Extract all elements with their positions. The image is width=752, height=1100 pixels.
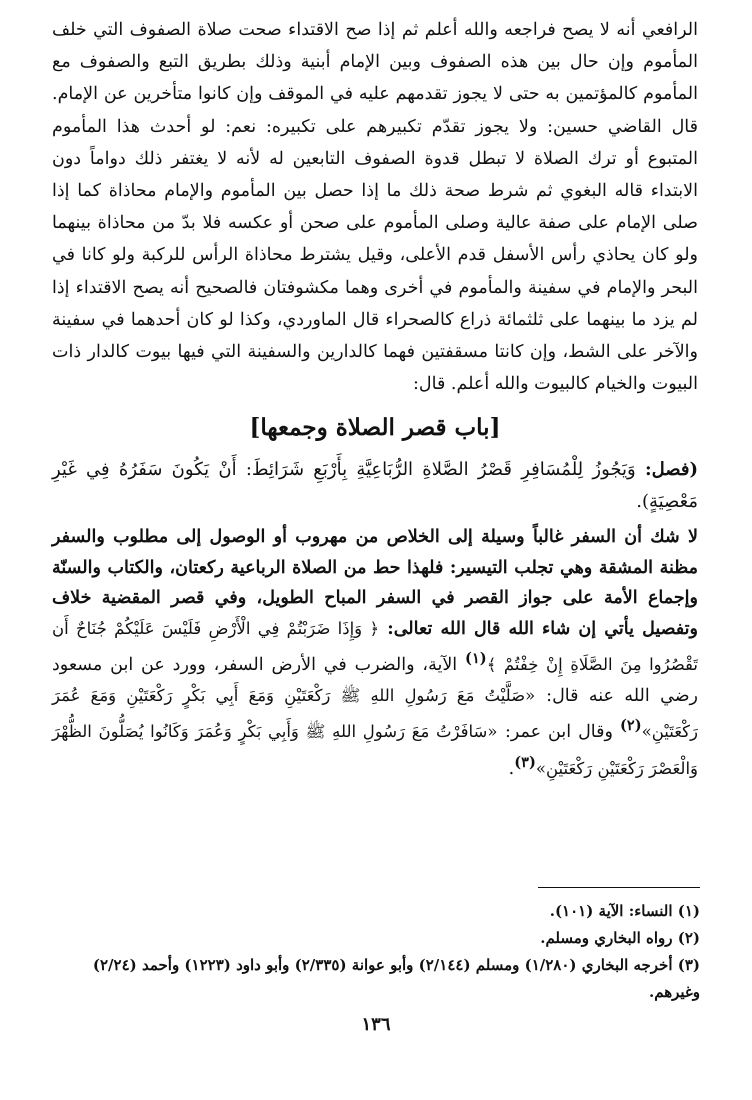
commentary-paragraph [52, 522, 698, 783]
commentary-text: لا شك أن السفر غالباً وسيلة إلى الخلاص من مهروب أو الوصول إلى مطلوب والسفر مظنة المشقة وهي تجلب التيسير: فلهذا حط من الصلاة الرباعية ركعتان، والكتاب والسنّة وإجماع الأمة على جواز القصر في السفر المباح الطويل، وفي قصر المقضية خلاف وتفصيل يأتي إن شاء الله قال الله تعالى: [52, 527, 698, 639]
footnote-ref-1: (١) [465, 650, 487, 668]
footnote-ref-2: (٢) [619, 717, 642, 735]
ibn-umar-intro: وقال ابن عمر: [504, 722, 620, 743]
matn-label: (فصل: [644, 459, 698, 481]
page-number: ١٣٦ [361, 1014, 391, 1035]
footnote-1: (١) النساء: الآية (١٠١). [549, 902, 700, 920]
footnote-ref-3: (٣) [514, 753, 536, 771]
commentary-continuation: الآية، والضرب في الأرض السفر، وورد عن ابن مسعود رضي الله عنه قال: [52, 655, 698, 706]
top-paragraph: الرافعي أنه لا يصح فراجعه والله أعلم ثم إذا صح الاقتداء صحت صلاة الصفوف التي خلف المأموم وإن حال بين هذه الصفوف وبين الإمام أبنية وذلك بطريق التبع والصفوف مع المأموم كالمؤتمين به حتى لا يجوز تقدمهم عليه في الموقف وإن كانوا متأخرين عن الإمام. قال القاضي حسين: ولا يجوز تقدّم تكبيرهم على تكبيره: نعم: لو أحدث هذا المأموم المتبوع أو ترك الصلاة لا تبطل قدوة الصفوف التابعين له لأنه لا يغتفر ذلك دواماً دون الابتداء قاله البغوي ثم شرط صحة ذلك ما إذا حصل بين المأموم والإمام محاذاة كما إذا صلى الإمام على صفة عالية وصلى المأموم على صحن أو عكسه فلا بدّ من محاذاة بينهما ولو كان يحاذي رأس الأسفل قدم الأعلى، وقيل يشترط محاذاة الرأس للركبة ولو كانا في البحر والإمام في سفينة والمأموم في أخرى وهما مكشوفتان فالصحيح أنه يصح الاقتداء إذا لم يزد ما بينهما على ثلثمائة ذراع كالصحراء قال الماوردي، وكذا لو كان أحدهما في سفينة والآخر على الشط، وإن كانتا مسقفتين فهما كالدارين والسفينة التي فيها بيوت كالدار ذات البيوت والخيام كالبيوت والله أعلم. قال: [52, 20, 698, 395]
section-title: [باب قصر الصلاة وجمعها] [249, 414, 501, 442]
matn-text: وَيَجُوزُ لِلْمُسَافِرِ قَصْرُ الصَّلاةِ الرُّبَاعِيَّةِ بِأَرْبَعِ شَرَائِطَ: أَنْ يَكُونَ سَفَرُهُ فِي غَيْرِ مَعْصِيَةٍ). [52, 459, 698, 513]
hadith-ibn-masud: «صَلَّيْتُ مَعَ رَسُولِ اللهِ ﷺ رَكْعَتَيْنِ وَمَعَ أَبِي بَكْرٍ رَكْعَتَيْنِ وَمَعَ عُمَرَ رَكْعَتَيْنِ» [52, 685, 699, 742]
hadith-ibn-umar: «سَافَرْتُ مَعَ رَسُولِ اللهِ ﷺ وَأَبِي بَكْرٍ وَعُمَرَ وَكَانُوا يُصَلُّونَ الظُّهْرَ وَالْعَصْرَ رَكْعَتَيْنِ رَكْعَتَيْنِ» [52, 722, 698, 778]
quran-verse: ﴿ وَإِذَا ضَرَبْتُمْ فِي الْأَرْضِ فَلَيْسَ عَلَيْكُمْ جُنَاحٌ أَن تَقْصُرُوا مِنَ الصَّلَاةِ إِنْ خِفْتُمْ ﴾ [52, 618, 698, 675]
footnote-2: (٢) رواه البخاري ومسلم. [540, 929, 700, 947]
footnote-3: (٣) أخرجه البخاري (١/٢٨٠) ومسلم (٢/١٤٤) وأبو عوانة (٢/٣٣٥) وأبو داود (١٢٢٣) وأحمد (٢/٢٤) وغيرهم. [92, 956, 700, 1001]
page-body [52, 14, 698, 784]
footnotes [54, 898, 700, 1006]
commentary-end: . [508, 758, 515, 779]
footnote-divider [538, 887, 700, 888]
matn-paragraph [52, 454, 698, 518]
